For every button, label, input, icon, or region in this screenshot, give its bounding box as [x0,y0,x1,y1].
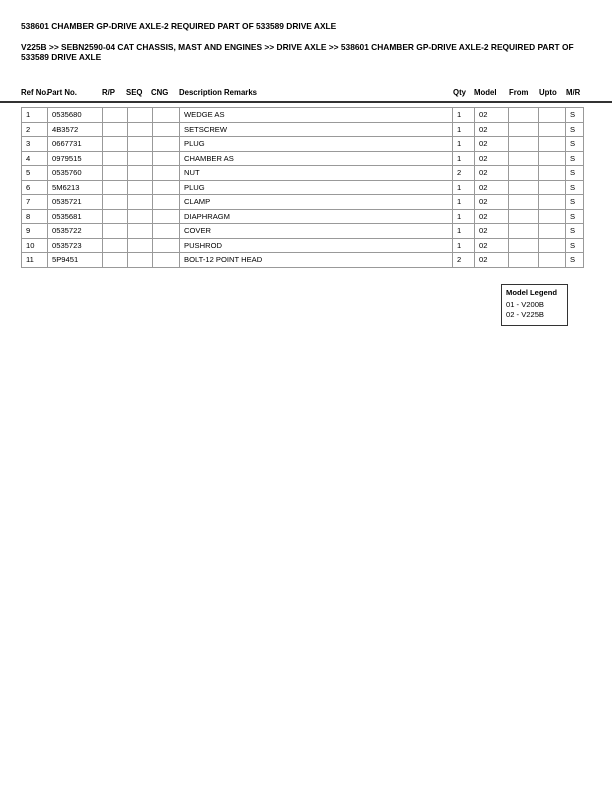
table-cell: 1 [453,151,475,166]
table-cell: 02 [475,108,509,123]
table-cell: 8 [22,209,48,224]
table-cell [128,166,153,181]
table-cell: 02 [475,224,509,239]
table-cell: S [566,180,584,195]
table-cell [153,122,180,137]
legend-item: 01 - V200B [506,300,544,309]
table-cell: S [566,108,584,123]
table-cell: 9 [22,224,48,239]
table-cell: 1 [22,108,48,123]
table-cell: 1 [453,108,475,123]
table-cell: 0535722 [48,224,103,239]
table-row [22,151,584,166]
column-header: Ref No. [21,88,49,97]
table-cell [509,137,539,152]
table-cell: 1 [453,238,475,253]
table-row [22,253,584,268]
table-cell [509,224,539,239]
table-cell [539,180,566,195]
table-cell [509,195,539,210]
table-cell: 2 [453,166,475,181]
table-cell [103,137,128,152]
table-cell [128,209,153,224]
table-cell: COVER [180,224,453,239]
table-cell: 0979515 [48,151,103,166]
table-cell [539,195,566,210]
column-header: Qty [453,88,466,97]
table-cell: 02 [475,238,509,253]
table-cell [539,108,566,123]
table-cell: 0535760 [48,166,103,181]
table-cell: 7 [22,195,48,210]
table-cell: 0535723 [48,238,103,253]
table-cell [509,209,539,224]
table-cell: 5P9451 [48,253,103,268]
column-header: CNG [151,88,169,97]
table-cell [153,108,180,123]
table-cell [539,224,566,239]
page-title: 538601 CHAMBER GP-DRIVE AXLE-2 REQUIRED PART OF 533589 DRIVE AXLE [21,21,337,31]
table-row [22,122,584,137]
legend-title: Model Legend [506,288,558,297]
table-cell: 0535680 [48,108,103,123]
table-cell: S [566,166,584,181]
table-cell: 02 [475,122,509,137]
table-cell: S [566,209,584,224]
table-cell [539,122,566,137]
table-cell [103,151,128,166]
table-cell: 1 [453,195,475,210]
column-header: R/P [102,88,115,97]
table-cell: 11 [22,253,48,268]
table-cell: 4 [22,151,48,166]
table-cell: 0535681 [48,209,103,224]
table-row [22,209,584,224]
table-cell: S [566,195,584,210]
table-cell: 02 [475,151,509,166]
table-cell [509,253,539,268]
table-cell: 5M6213 [48,180,103,195]
table-row [22,108,584,123]
table-cell: PUSHROD [180,238,453,253]
model-legend [501,284,568,326]
table-cell: CHAMBER AS [180,151,453,166]
table-cell: SETSCREW [180,122,453,137]
table-cell [153,180,180,195]
table-cell [539,151,566,166]
table-cell [103,180,128,195]
table-cell: PLUG [180,180,453,195]
table-cell [103,122,128,137]
table-cell: S [566,238,584,253]
table-cell: 0667731 [48,137,103,152]
table-cell: S [566,122,584,137]
table-cell [103,224,128,239]
parts-table [21,107,584,268]
table-cell [509,122,539,137]
table-cell: NUT [180,166,453,181]
table-cell: 0535721 [48,195,103,210]
table-cell [153,224,180,239]
table-cell [509,238,539,253]
table-cell [128,180,153,195]
table-cell: 02 [475,209,509,224]
table-row [22,166,584,181]
table-cell: 2 [22,122,48,137]
table-row [22,224,584,239]
table-cell [509,151,539,166]
table-cell [509,108,539,123]
table-cell [153,238,180,253]
table-cell: 5 [22,166,48,181]
table-cell: 10 [22,238,48,253]
table-cell: 1 [453,224,475,239]
table-cell [128,238,153,253]
column-header: Model [474,88,497,97]
breadcrumb: V225B >> SEBN2590-04 CAT CHASSIS, MAST AND ENGINES >> DRIVE AXLE >> 538601 CHAMBER GP-DRIVE AXLE-2 REQUIRED PART OF 533589 DRIVE AXLE [21,42,574,62]
table-cell [539,137,566,152]
table-cell [153,137,180,152]
table-cell [128,195,153,210]
column-header: Upto [539,88,557,97]
table-cell: BOLT-12 POINT HEAD [180,253,453,268]
table-cell [539,253,566,268]
table-cell [509,166,539,181]
table-cell [128,151,153,166]
table-cell: 1 [453,209,475,224]
table-cell [103,209,128,224]
table-cell [103,195,128,210]
table-cell [103,108,128,123]
column-header: Part No. [47,88,77,97]
table-cell: 02 [475,253,509,268]
column-header: SEQ [126,88,143,97]
table-cell [128,224,153,239]
table-cell: 02 [475,166,509,181]
table-row [22,238,584,253]
table-cell: S [566,151,584,166]
column-header: M/R [566,88,581,97]
table-cell: DIAPHRAGM [180,209,453,224]
table-cell: 2 [453,253,475,268]
table-cell: S [566,137,584,152]
table-cell [153,166,180,181]
table-cell [103,238,128,253]
table-cell: 02 [475,180,509,195]
column-header: From [509,88,529,97]
table-cell: 02 [475,137,509,152]
table-cell: 4B3572 [48,122,103,137]
table-cell: S [566,224,584,239]
table-cell [153,195,180,210]
table-cell [539,166,566,181]
table-cell: 3 [22,137,48,152]
table-cell: WEDGE AS [180,108,453,123]
table-cell [128,122,153,137]
table-cell [539,238,566,253]
table-row [22,137,584,152]
table-cell [153,209,180,224]
table-cell: 1 [453,180,475,195]
table-cell: 1 [453,137,475,152]
table-cell: PLUG [180,137,453,152]
header-divider [0,101,612,103]
table-cell [103,166,128,181]
table-cell [128,137,153,152]
table-row [22,180,584,195]
column-header: Description Remarks [179,88,257,97]
table-cell: S [566,253,584,268]
table-cell [103,253,128,268]
table-cell [153,151,180,166]
table-cell: 02 [475,195,509,210]
table-cell: 6 [22,180,48,195]
table-cell [128,253,153,268]
table-cell [539,209,566,224]
table-cell: CLAMP [180,195,453,210]
table-cell: 1 [453,122,475,137]
table-cell [128,108,153,123]
table-row [22,195,584,210]
legend-item: 02 - V225B [506,310,544,319]
table-cell [509,180,539,195]
table-cell [153,253,180,268]
